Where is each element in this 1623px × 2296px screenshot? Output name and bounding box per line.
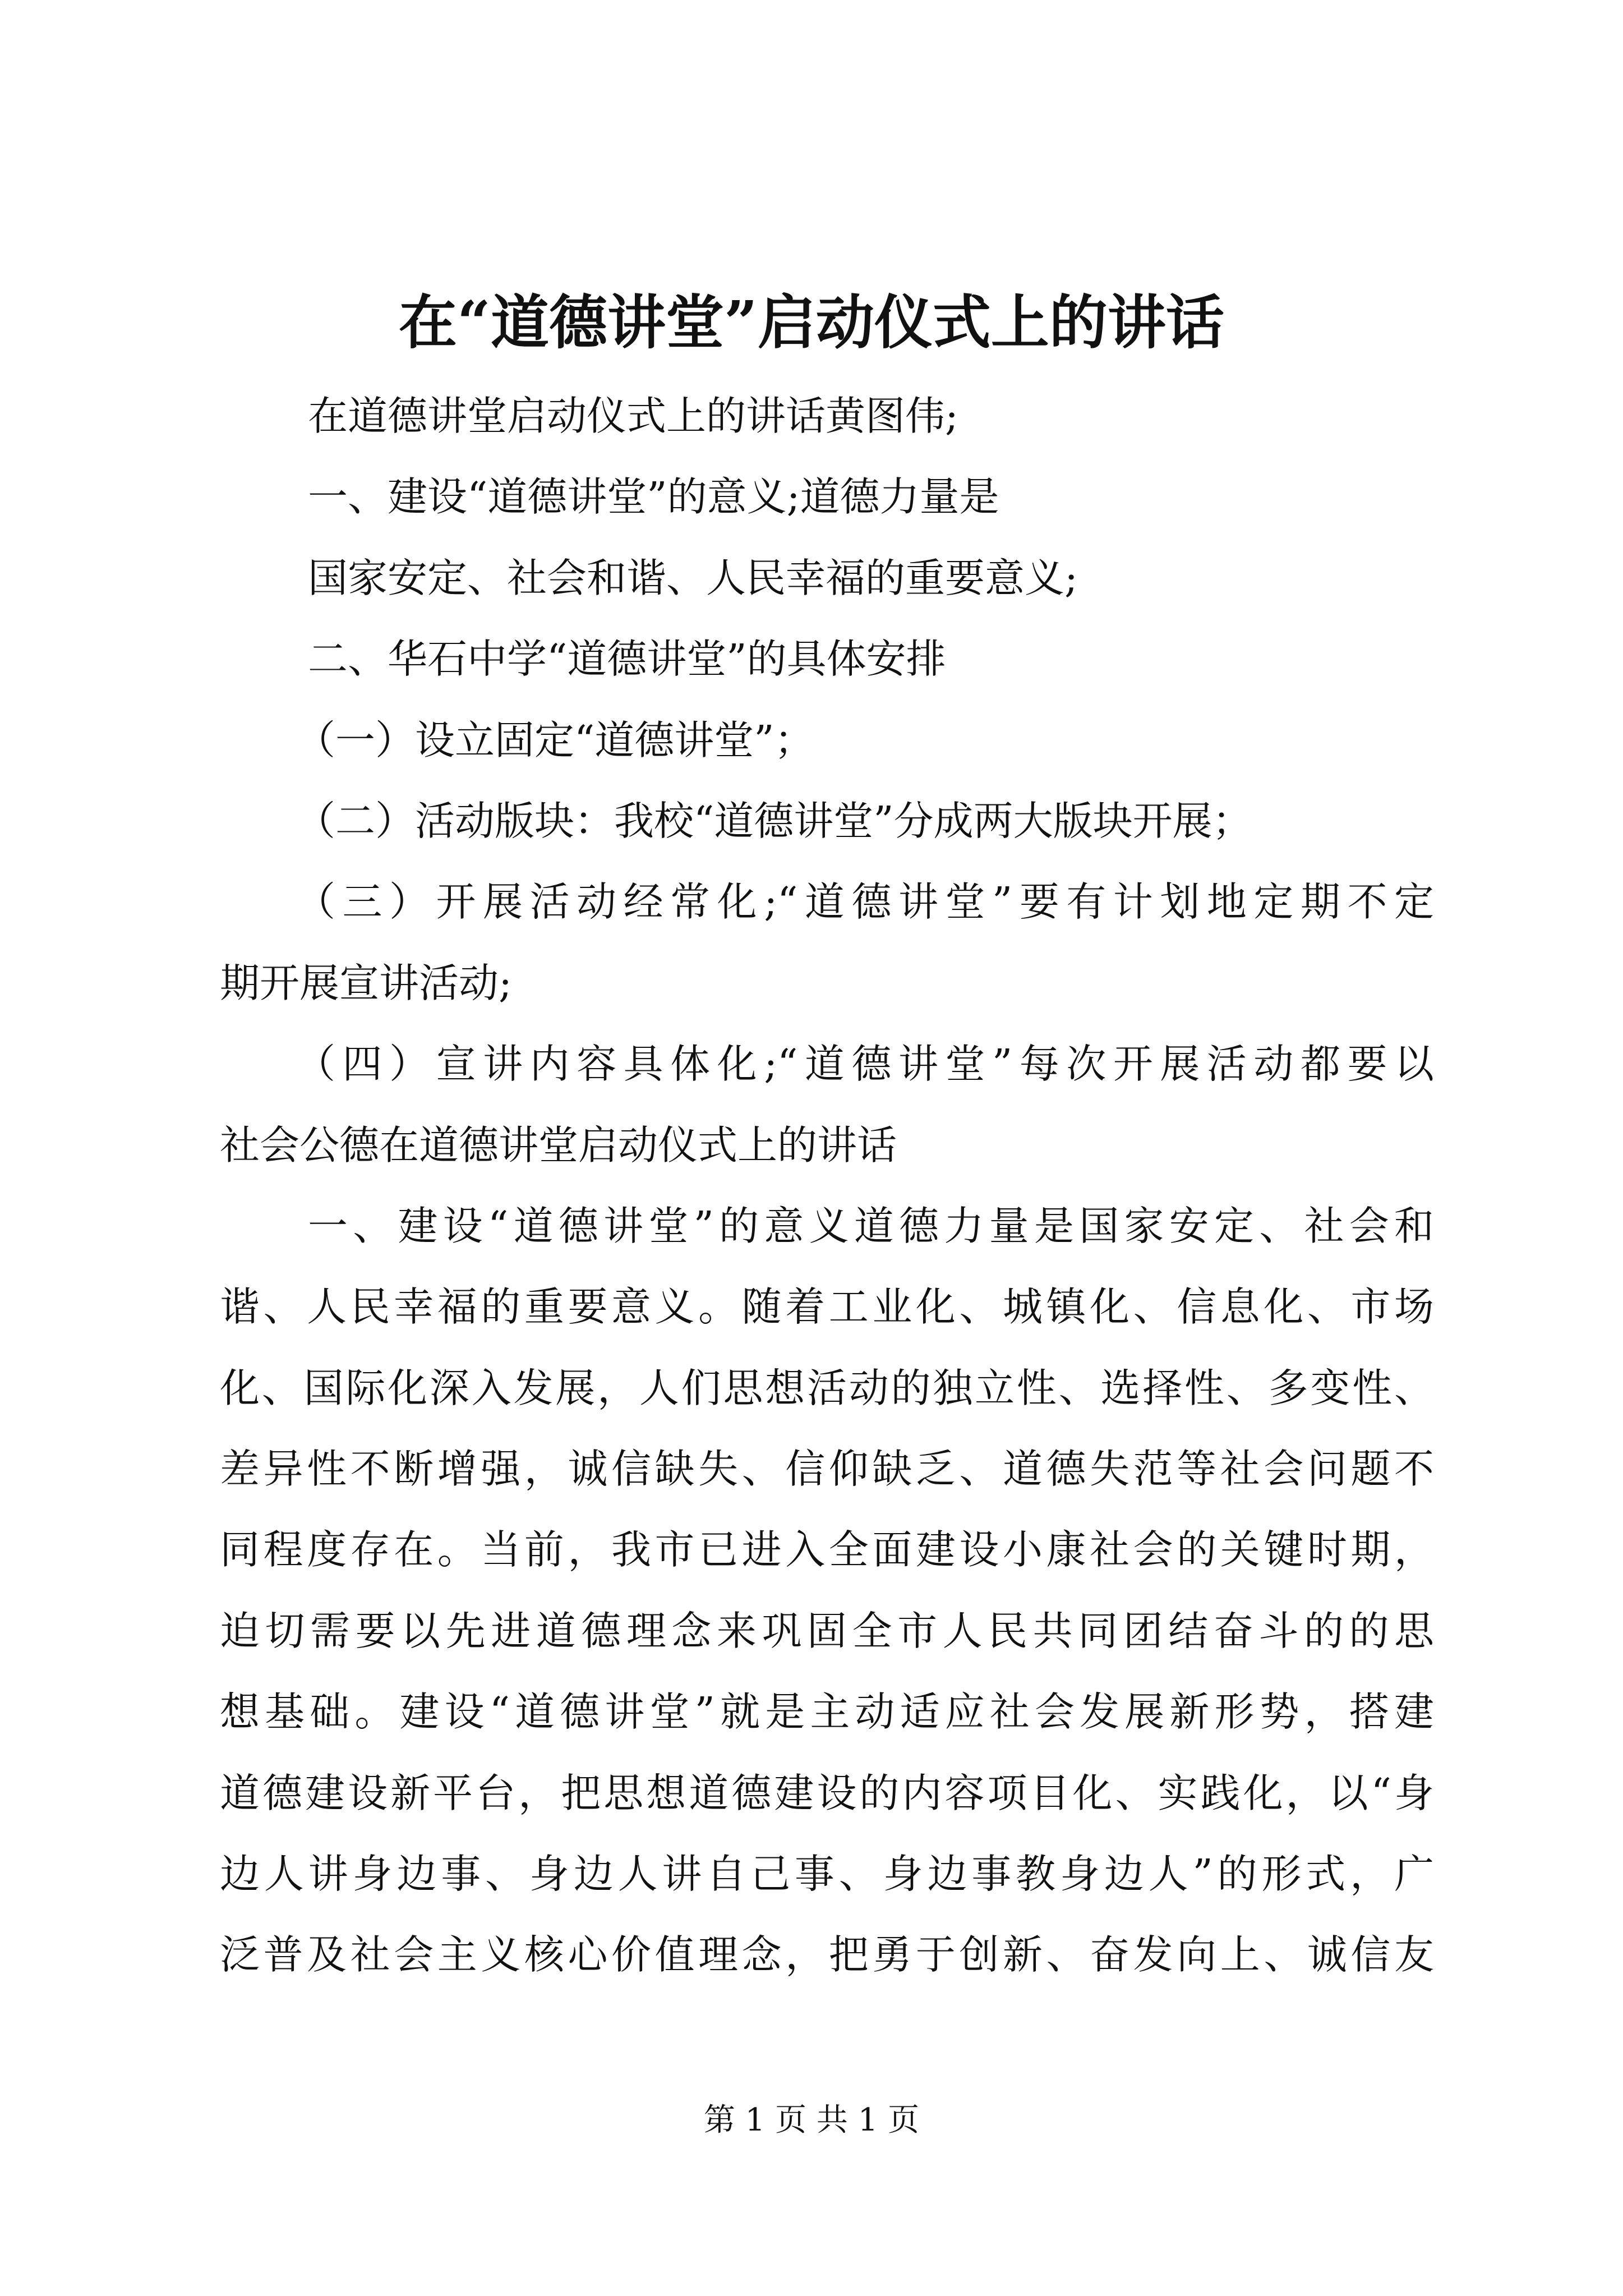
paragraph-line: 二、华石中学“道德讲堂”的具体安排 bbox=[308, 636, 946, 683]
paragraph-line: 道德建设新平台，把思想道德建设的内容项目化、实践化，以“身 bbox=[220, 1769, 1434, 1816]
paragraph-line: 在道德讲堂启动仪式上的讲话黄图伟; bbox=[308, 393, 958, 439]
paragraph-line: 差异性不断增强，诚信缺失、信仰缺乏、道德失范等社会问题不 bbox=[220, 1446, 1434, 1493]
paragraph-line: 化、国际化深入发展，人们思想活动的独立性、选择性、多变性、 bbox=[220, 1364, 1434, 1411]
paragraph-line: 社会公德在道德讲堂启动仪式上的讲话 bbox=[220, 1121, 897, 1168]
paragraph-line: （四）宣讲内容具体化;“道德讲堂”每次开展活动都要以 bbox=[296, 1041, 1434, 1088]
paragraph-line: 迫切需要以先进道德理念来巩固全市人民共同团结奋斗的的思 bbox=[220, 1607, 1434, 1654]
document-title: 在“道德讲堂”启动仪式上的讲话 bbox=[399, 288, 1224, 357]
paragraph-line: （三）开展活动经常化;“道德讲堂”要有计划地定期不定 bbox=[296, 878, 1434, 926]
paragraph-line: 谐、人民幸福的重要意义。随着工业化、城镇化、信息化、市场 bbox=[220, 1283, 1434, 1331]
paragraph-line: 一、建设“道德讲堂”的意义;道德力量是 bbox=[308, 473, 999, 521]
paragraph-line: 一、建设“道德讲堂”的意义道德力量是国家安定、社会和 bbox=[308, 1202, 1434, 1249]
paragraph-line: 泛普及社会主义核心价值理念，把勇于创新、奋发向上、诚信友 bbox=[220, 1931, 1434, 1978]
page-number-footer: 第 1 页 共 1 页 bbox=[703, 2102, 920, 2138]
paragraph-line: 国家安定、社会和谐、人民幸福的重要意义; bbox=[308, 554, 1078, 601]
paragraph-line: （一）设立固定“道德讲堂”； bbox=[296, 716, 814, 763]
paragraph-line: 想基础。建设“道德讲堂”就是主动适应社会发展新形势，搭建 bbox=[220, 1688, 1434, 1736]
document-body bbox=[220, 376, 1434, 1996]
paragraph-line: 同程度存在。当前，我市已进入全面建设小康社会的关键时期， bbox=[220, 1526, 1434, 1573]
paragraph-line: 期开展宣讲活动; bbox=[220, 959, 512, 1006]
paragraph-line: （二）活动版块：我校“道德讲堂”分成两大版块开展； bbox=[296, 797, 1252, 844]
paragraph-line: 边人讲身边事、身边人讲自己事、身边事教身边人”的形式，广 bbox=[220, 1851, 1434, 1898]
